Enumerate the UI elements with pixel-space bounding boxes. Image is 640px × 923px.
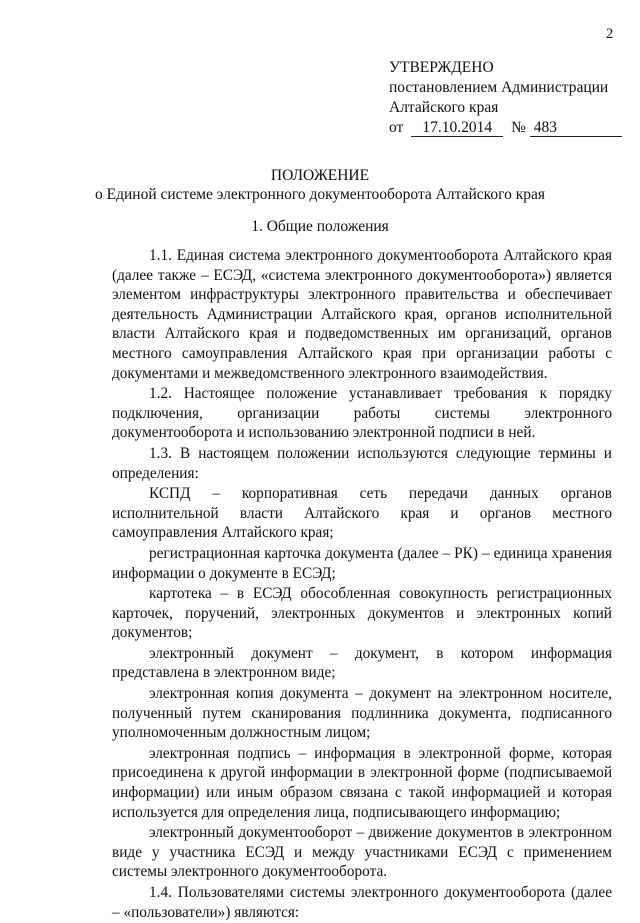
approval-title: УТВЕРЖДЕНО	[389, 59, 494, 76]
definition-rk: регистрационная карточка документа (далее – РК) – единица хранения информации о документе в ЕСЭД;	[112, 544, 612, 582]
paragraph-1-2: 1.2. Настоящее положение устанавливает требования к порядку подключения, организации работы системы электронного документооборота и использованию электронной подписи в ней.	[112, 385, 612, 442]
body-text	[112, 246, 612, 923]
definition-document-flow: электронный документооборот – движение документов в электронном виде у участника ЕСЭД и между участниками ЕСЭД с применением системы электронного документооборота.	[112, 824, 612, 881]
paragraph-1-3: 1.3. В настоящем положении используются следующие термины и определения:	[112, 444, 612, 482]
definition-kspd: КСПД – корпоративная сеть передачи данных органов исполнительной власти Алтайского края и органов местного самоуправления Алтайского края;	[112, 485, 612, 542]
approval-from-label: от	[389, 119, 404, 136]
approval-number: 483	[530, 119, 622, 137]
definition-kartoteka: картотека – в ЕСЭД обособленная совокупность регистрационных карточек, поручений, электронных документов и электронных копий документов;	[112, 585, 612, 642]
paragraph-1-1: 1.1. Единая система электронного документооборота Алтайского края (далее также – ЕСЭД, «система электронного документооборота») является элементом инфраструктуры электронного правительства и обеспечивает деятельность Администрации Алтайского края, органов исполнительной власти Алтайского края и подведомственных им организаций, органов местного самоуправления Алтайского края при организации работы с документами и межведомственного электронного взаимодействия.	[112, 247, 612, 382]
definition-electronic-signature: электронная подпись – информация в электронной форме, которая присоединена к другой информации в электронной форме (подписываемой информации) или иным образом связана с такой информацией и которая используется для определения лица, подписывающего информацию;	[112, 744, 612, 821]
approval-stamp	[389, 58, 622, 138]
document-subheading: о Единой системе электронного документооборота Алтайского края	[95, 186, 545, 203]
paragraph-1-4: 1.4. Пользователями системы электронного документооборота (далее – «пользователи») являются:	[112, 884, 612, 921]
approval-line-1: постановлением Администрации	[389, 79, 609, 96]
approval-date: 17.10.2014	[411, 119, 503, 137]
document-heading: ПОЛОЖЕНИЕ	[270, 167, 370, 184]
approval-number-label: №	[511, 119, 526, 136]
document-title	[0, 166, 640, 204]
page-number: 2	[606, 26, 614, 42]
definition-electronic-copy: электронная копия документа – документ на электронном носителе, полученный путем сканирования подлинника документа, подписанного уполномоченным должностным лицом;	[112, 685, 612, 742]
definition-electronic-document: электронный документ – документ, в котором информация представлена в электронном виде;	[112, 644, 612, 682]
approval-date-line	[389, 118, 622, 138]
approval-line-2: Алтайского края	[389, 99, 499, 116]
section-heading: 1. Общие положения	[251, 218, 389, 235]
